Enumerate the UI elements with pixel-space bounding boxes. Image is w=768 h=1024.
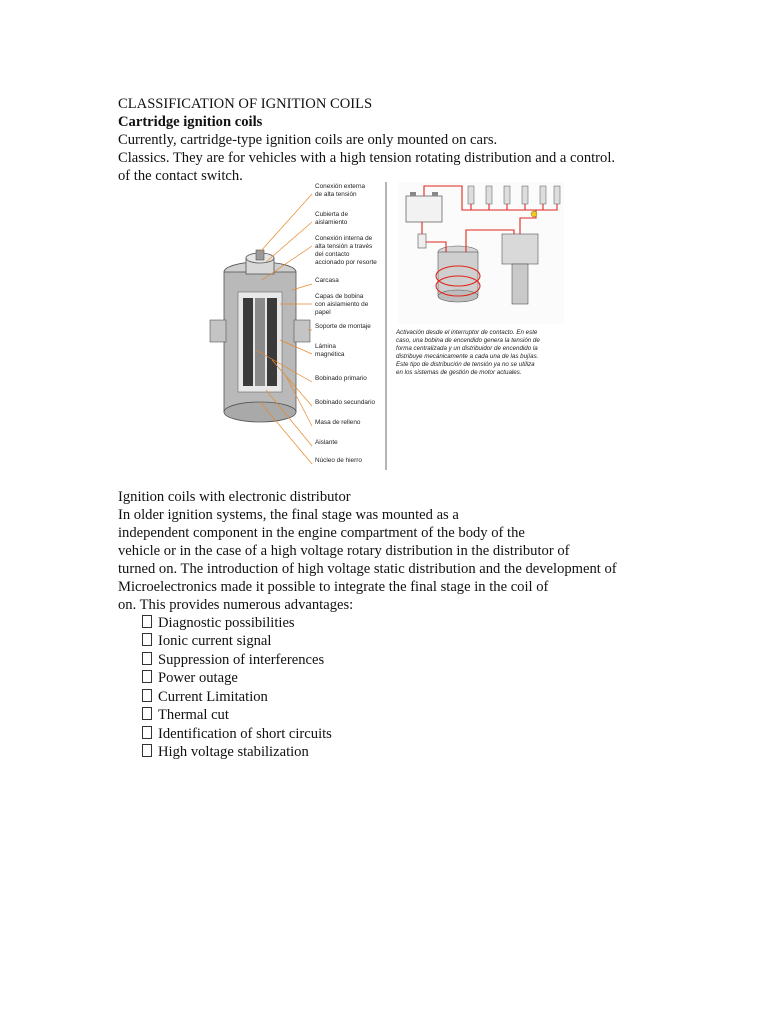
paragraph-line: vehicle or in the case of a high voltage rotary distribution in the distributor of bbox=[118, 543, 570, 559]
checkbox-glyph-icon bbox=[142, 670, 152, 683]
coil-part-label: Lámina magnética bbox=[315, 343, 345, 358]
list-item-label: Ionic current signal bbox=[158, 633, 272, 649]
list-item bbox=[142, 688, 268, 706]
list-item bbox=[142, 632, 271, 650]
paragraph-line: of the contact switch. bbox=[118, 168, 243, 184]
coil-cutaway-illustration bbox=[210, 250, 310, 422]
list-item bbox=[142, 651, 324, 669]
list-item-label: High voltage stabilization bbox=[158, 744, 309, 760]
caption-line: en los sistemas de gestión de motor actuales. bbox=[396, 369, 522, 376]
coil-part-label: Bobinado primario bbox=[315, 375, 367, 382]
coil-part-label: Aislante bbox=[315, 439, 338, 446]
paragraph-line: turned on. The introduction of high voltage static distribution and the development of bbox=[118, 561, 617, 577]
ignition-coil-figure bbox=[196, 180, 568, 472]
coil-part-label: Núcleo de hierro bbox=[315, 457, 362, 464]
ignition-wiring-diagram bbox=[398, 182, 564, 324]
section-title: Ignition coils with electronic distributor bbox=[118, 489, 351, 505]
coil-part-labels bbox=[315, 183, 377, 464]
list-item-label: Current Limitation bbox=[158, 689, 268, 705]
coil-part-label: Masa de relleno bbox=[315, 419, 361, 426]
list-item bbox=[142, 743, 309, 761]
battery-icon bbox=[406, 196, 442, 222]
caption-line: distribuye mecánicamente a cada una de las bujías. bbox=[396, 353, 539, 360]
checkbox-glyph-icon bbox=[142, 633, 152, 646]
caption-line: Activación desde el interruptor de contacto. En este bbox=[396, 329, 538, 336]
checkbox-glyph-icon bbox=[142, 726, 152, 739]
list-item-label: Thermal cut bbox=[158, 707, 229, 723]
paragraph-line: on. This provides numerous advantages: bbox=[118, 597, 354, 613]
list-item bbox=[142, 614, 295, 632]
paragraph-line: Classics. They are for vehicles with a high tension rotating distribution and a control. bbox=[118, 150, 616, 166]
coil-part-label: Conexión interna de alta tensión a través del contacto accionado por resorte bbox=[315, 235, 377, 266]
paragraph-line: Microelectronics made it possible to integrate the final stage in the coil of bbox=[118, 579, 549, 595]
distributor-icon bbox=[502, 234, 538, 264]
coil-part-label: Carcasa bbox=[315, 277, 339, 284]
coil-part-label: Cubierta de aislamiento bbox=[315, 211, 349, 226]
coil-part-label: Bobinado secundario bbox=[315, 399, 376, 406]
section-subheading: Cartridge ignition coils bbox=[118, 114, 263, 130]
list-item-label: Diagnostic possibilities bbox=[158, 615, 295, 631]
paragraph-line: independent component in the engine compartment of the body of the bbox=[118, 525, 525, 541]
list-item-label: Suppression of interferences bbox=[158, 652, 325, 668]
list-item-label: Power outage bbox=[158, 670, 238, 686]
checkbox-glyph-icon bbox=[142, 652, 152, 665]
list-item bbox=[142, 725, 332, 743]
list-item-label: Identification of short circuits bbox=[158, 726, 332, 742]
list-item bbox=[142, 706, 229, 724]
caption-line: Este tipo de distribución de tensión ya no se utiliza bbox=[396, 361, 535, 368]
coil-part-label: Soporte de montaje bbox=[315, 323, 371, 330]
checkbox-glyph-icon bbox=[142, 744, 152, 757]
paragraph-line: In older ignition systems, the final stage was mounted as a bbox=[118, 507, 459, 523]
paragraph-line: Currently, cartridge-type ignition coils are only mounted on cars. bbox=[118, 132, 498, 148]
list-item bbox=[142, 669, 238, 687]
checkbox-glyph-icon bbox=[142, 615, 152, 628]
caption-line: forma centralizada y un distribuidor de encendido la bbox=[396, 345, 538, 352]
caption-line: caso, una bobina de encendido genera la tensión de bbox=[396, 337, 540, 344]
checkbox-glyph-icon bbox=[142, 689, 152, 702]
document-heading: CLASSIFICATION OF IGNITION COILS bbox=[118, 96, 373, 112]
ignition-key-icon bbox=[418, 234, 426, 248]
coil-part-label: Conexión externa de alta tensión bbox=[315, 183, 366, 198]
coil-part-label: Capas de bobina con aislamiento de papel bbox=[315, 293, 369, 316]
coil-icon bbox=[438, 252, 478, 296]
figure-caption bbox=[395, 329, 540, 376]
checkbox-glyph-icon bbox=[142, 707, 152, 720]
